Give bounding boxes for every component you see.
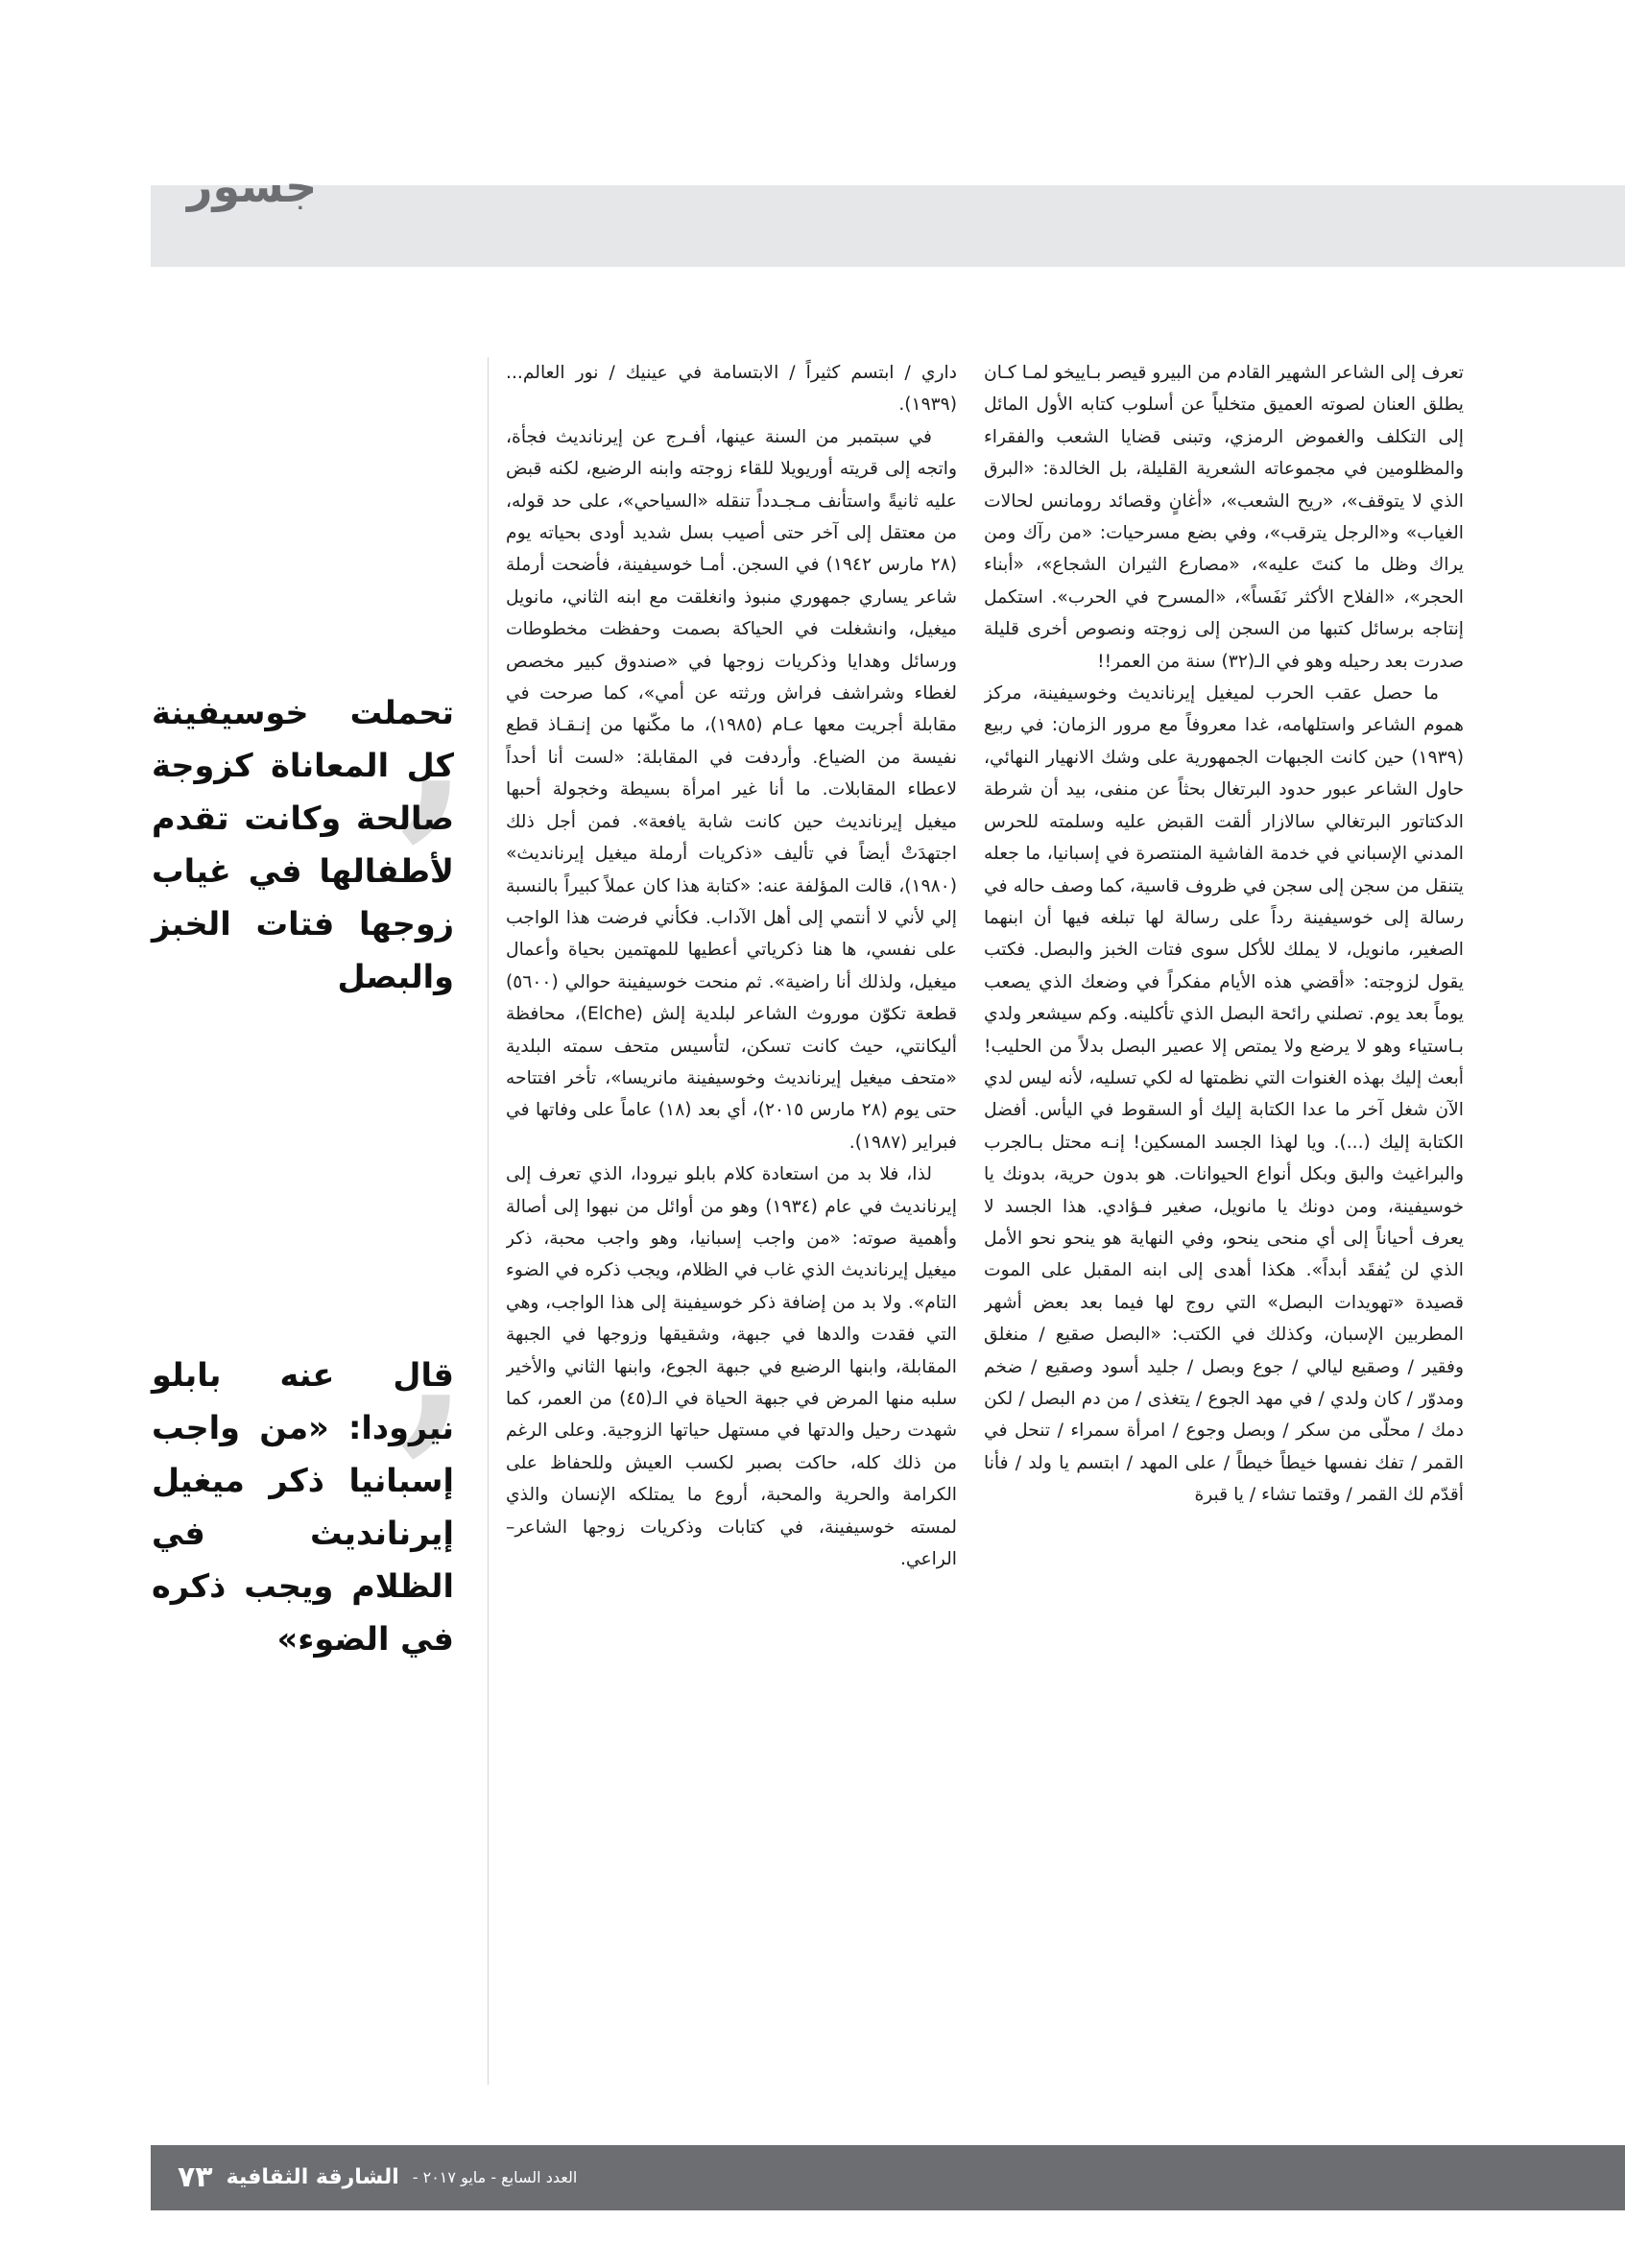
column-divider bbox=[488, 357, 489, 2085]
article-paragraph: تعرف إلى الشاعر الشهير القادم من البيرو قيصر بـاييخو لمـا كـان يطلق العنان لصوته العميق متخلياً عن أسلوب كتابه الأول المائل إلى التكلف والغموض الرمزي، وتبنى قضايا الشعب والفقراء والمظلومين في مجموعاته الشعرية القليلة، بل الخالدة: «البرق الذي لا يتوقف»، «ريح الشعب»، «أغانٍ وقصائد رومانس لحالات الغياب» و«الرجل يترقب»، وفي بضع مسرحيات: «من رآك ومن يراك وظل ما كنتَ عليه»، «مصارع الثيران الشجاع»، «أبناء الحجر»، «الفلاح الأكثر نَفَساً»، «المسرح في الحرب». استكمل إنتاجه برسائل كتبها من السجن إلى زوجته ونصوص أخرى قليلة صدرت بعد رحيله وهو في الـ(٣٢) سنة من العمر!! bbox=[984, 363, 1464, 672]
quote-mark-icon: , bbox=[399, 1237, 470, 1474]
quote-mark-icon: , bbox=[399, 623, 470, 860]
article-paragraph: ما حصل عقب الحرب لميغيل إيرنانديث وخوسيفينة، مركز هموم الشاعر واستلهامه، غدا معروفاً مع مرور الزمان: في ربيع (١٩٣٩) حين كانت الجبهات الجمهورية على وشك الانهيار النهائي، حاول الشاعر عبور حدود البرتغال بحثاً عن منفى، بيد أن شرطة الدكتاتور البرتغالي سالازار ألقت القبض عليه وسلمته للحرس المدني الإسباني في خدمة الفاشية المنتصرة في إسبانيا، ما جعله يتنقل من سجن إلى سجن في ظروف قاسية، كما وصف حاله في رسالة إلى خوسيفينة رداً على رسالة لها تبلغه فيها أن ابنهما الصغير، مانويل، لا يملك للأكل سوى فتات الخبز والبصل. فكتب يقول لزوجته: «أقضي هذه الأيام مفكراً في وضعك الذي يصعب يوماً بعد يوم. تصلني رائحة البصل الذي تأكلينه. وكم سيشعر ولدي بـاستياء وهو لا يرضع ولا يمتص إلا عصير البصل بدلاً من الحليب! أبعث إليك بهذه الغنوات التي نظمتها له لكي تسليه، لأنه ليس لدي الآن شغل آخر ما عدا الكتابة إليك أو السقوط في اليأس. أفضل الكتابة إليك (...). ويا لهذا الجسد المسكين! إنـه محتل بـالجرب والبراغيث والبق وبكل أنواع الحيوانات. هو بدون حرية، بدونك يا خوسيفينة، ومن دونك يا مانويل، صغير فـؤادي. هذا الجسد لا يعرف أحياناً إلى أي منحى ينحو، وفي النهاية هو ينحو نحو الأمل الذي لن يُفقَد أبداً». هكذا أهدى إلى ابنه المقبل على الموت قصيدة «تهويدات البصل» التي روج لها فيما بعد بعض أشهر المطربين الإسبان، وكذلك في الكتب: «البصل صقيع / منغلق وفقير / وصقيع ليالي / جوع وبصل / جليد أسود وصقيع / ضخم ومدوّر / كان ولدي / في مهد الجوع / يتغذى / من دم البصل / لكن دمك / محلّى من سكر / وبصل وجوع / امرأة سمراء / تنحل في القمر / تفك نفسها خيطاً خيطاً / على المهد / ابتسم يا ولد / فأنا أقدّم لك القمر / وقتما تشاء / يا قبرة bbox=[984, 683, 1464, 1506]
article-column-middle bbox=[506, 357, 957, 2094]
article-paragraph: لذا، فلا بد من استعادة كلام بابلو نيرودا، الذي تعرف إلى إيرنانديث في عام (١٩٣٤) وهو من أوائل من نبهوا إلى أصالة وأهمية صوته: «من واجب إسبانيا، وهو واجب محبة، ذكر ميغيل إيرنانديث الذي غاب في الظلام، ويجب ذكره في الضوء التام». ولا بد من إضافة ذكر خوسيفينة إلى هذا الواجب، وهي التي فقدت والدها في جبهة، وشقيقها وزوجها في الجبهة المقابلة، وابنها الرضيع في جبهة الجوع، وابنها الثاني والأخير سلبه منها المرض في جبهة الحياة في الـ(٤٥) من العمر، كما شهدت رحيل والدتها في مستهل حياتها الزوجية. وعلى الرغم من ذلك كله، حاكت بصبر لكسب العيش وللحفاظ على الكرامة والحرية والمحبة، أروع ما يمتلكه الإنسان والذي لمسته خوسيفينة، في كتابات وذكريات زوجها الشاعر– الراعي. bbox=[506, 1164, 957, 1570]
pull-quote-1: تحملت خوسيفينة كل المعاناة كزوجة صالحة وكانت تقدم لأطفالها في غياب زوجها فتات الخبز والبصل bbox=[152, 694, 454, 995]
pull-quote-2: قال عنه بابلو نيرودا: «من واجب إسبانيا ذكر ميغيل إيرنانديث في الظلام ويجب ذكره في الضوء» bbox=[152, 1356, 454, 1658]
article-column-right bbox=[984, 357, 1464, 2094]
article-paragraph: في سبتمبر من السنة عينها، أفـرج عن إيرنانديث فجأة، واتجه إلى قريته أوريويلا للقاء زوجته وابنه الرضيع، لكنه قبض عليه ثانيةً واستأنف مـجـدداً تنقله «السياحي»، على حد قوله، من معتقل إلى آخر حتى أصيب بسل شديد أودى بحياته يوم (٢٨ مارس ١٩٤٢) في السجن. أمـا خوسيفينة، فأضحت أرملة شاعر يساري جمهوري منبوذ وانغلقت مع ابنه الثاني، مانويل ميغيل، وانشغلت في الحياكة بصمت وحفظت مخطوطات ورسائل وهدايا وذكريات زوجها في «صندوق كبير مخصص لغطاء وشراشف فراش ورثته عن أمي»، كما صرحت في مقابلة أجريت معها عـام (١٩٨٥)، ما مكّنها من إنـقـاذ قطع نفيسة من الضياع. وأردفت في المقابلة: «لست أنا أحداً لاعطاء المقابلات. ما أنا غير امرأة بسيطة وخجولة أحبها ميغيل إيرنانديث حين كانت شابة يافعة». فمن أجل ذلك اجتهدَتْ أيضاً في تأليف «ذكريات أرملة ميغيل إيرنانديث» (١٩٨٠)، قالت المؤلفة عنه: «كتابة هذا كان عملاً كبيراً بالنسبة إلي لأني لا أنتمي إلى أهل الآداب. فكأني فرضت هذا الواجب على نفسي، ها هنا ذكرياتي أعطيها للمهتمين بحياة وأعمال ميغيل، ولذلك أنا راضية». ثم منحت خوسيفينة حوالي (٥٦٠٠) قطعة تكوّن موروث الشاعر لبلدية إلش (Elche)، محافظة أليكانتي، حيث كانت تسكن، لتأسيس متحف سمته البلدية «متحف ميغيل إيرنانديث وخوسيفينة مانريسا»، تأخر افتتاحه حتى يوم (٢٨ مارس ٢٠١٥)، أي بعد (١٨) عاماً على وفاتها في فبراير (١٩٨٧). bbox=[506, 426, 957, 1153]
magazine-logo: الشارقة الثقافية bbox=[226, 2165, 399, 2189]
article-paragraph: داري / ابتسم كثيراً / الابتسامة في عينيك / نور العالم... (١٩٣٩). bbox=[506, 363, 957, 416]
section-title: جسور bbox=[187, 160, 318, 212]
footer bbox=[178, 2155, 577, 2201]
page-number: ٧٣ bbox=[178, 2161, 213, 2194]
issue-info: العدد السابع - مايو ٢٠١٧ - bbox=[412, 2168, 578, 2186]
section-header-band bbox=[151, 185, 1625, 267]
